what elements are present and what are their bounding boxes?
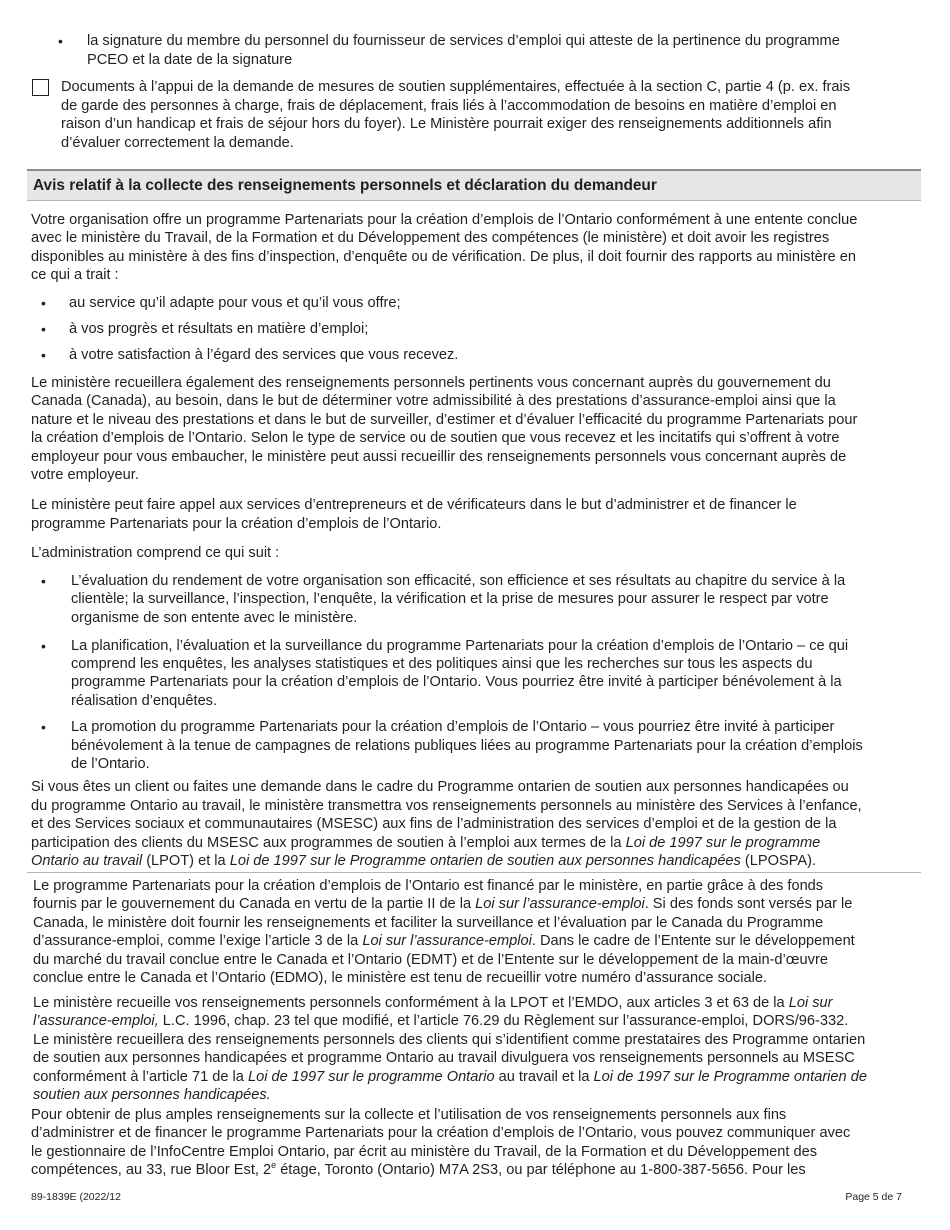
checkbox-label-line: Documents à l’appui de la demande de mesures de soutien supplémentaires, effectuée à la section C, partie 4 (p. ex. frais xyxy=(61,79,851,95)
law-title: Loi de 1997 sur le Programme ontarien de xyxy=(593,1069,867,1085)
checkbox-label-line: d’évaluer correctement la demande. xyxy=(61,135,294,151)
text-run: (LPOSPA). xyxy=(740,853,817,869)
para6-line xyxy=(33,932,855,951)
para8-line: le gestionnaire de l’InfoCentre Emploi Ontario, par écrit au ministère du Travail, de la Formation et du Développement des xyxy=(31,1144,818,1160)
text-run: (LPOT) et la xyxy=(142,853,230,869)
law-title: Loi de 1997 sur le programme xyxy=(625,835,821,851)
admin-bullet-line: La promotion du programme Partenariats pour la création d’emplois de l’Ontario – vous pourriez être invité à participer xyxy=(71,719,835,735)
superscript: e xyxy=(271,1160,277,1171)
intro-line: ce qui a trait : xyxy=(31,267,119,283)
para6-line: Canada, le ministère doit fournir les renseignements et faciliter la surveillance et l’évaluation par le Canada du Programme xyxy=(33,915,824,931)
para6-line xyxy=(33,895,852,914)
intro-bullet: à vos progrès et résultats en matière d’emploi; xyxy=(69,321,369,337)
law-title: Loi de 1997 sur le programme Ontario xyxy=(247,1069,495,1085)
para6-line: du marché du travail conclue entre le Canada et l’Ontario (EDMT) et de l’Entente sur le développement de la main-d’œuvre xyxy=(33,952,828,968)
bullet-dot: • xyxy=(41,573,46,589)
text-run: au travail et la xyxy=(494,1069,594,1085)
para8-line: d’administrer et de financer le programme Partenariats pour la création d’emplois de l’Ontario, vous pouvez communiquer avec xyxy=(31,1125,851,1141)
admin-bullet-line: L’évaluation du rendement de votre organisation son efficacité, son efficience et ses résultats au chapitre du service à la xyxy=(71,573,846,589)
admin-bullet-line: comprend les enquêtes, les analyses statistiques et des politiques ainsi que les recherches sur tous les aspects du xyxy=(71,656,813,672)
para3-line: programme Partenariats pour la création d’emplois de l’Ontario. xyxy=(31,516,442,532)
admin-bullet-line: de l’Ontario. xyxy=(71,756,150,772)
admin-bullet-line: organisme de son entente avec le ministère. xyxy=(71,610,358,626)
para2-line: nature et le niveau des prestations et dans le but de surveiller, d’estimer et d’évaluer l’efficacité du programme Partenariats pour xyxy=(31,412,858,428)
para4: L’administration comprend ce qui suit : xyxy=(31,545,280,561)
para6-line: Le programme Partenariats pour la création d’emplois de l’Ontario est financé par le ministère, en partie grâce à des fonds xyxy=(33,878,824,894)
para5-line xyxy=(31,852,816,871)
text-run: . Si des fonds sont versés par le xyxy=(644,896,853,912)
para2-line: votre employeur. xyxy=(31,467,139,483)
checkbox-label-line: de garde des personnes à charge, frais de déplacement, frais liés à l’accommodation de besoins en matière d’emploi en xyxy=(61,98,837,114)
para5-line: et des Services sociaux et communautaires (MSESC) aux fins de l’administration des services d’emploi et de la gestion de la xyxy=(31,816,837,832)
para7-line xyxy=(33,1068,867,1087)
para7-line: de soutien aux personnes handicapées et programme Ontario au travail divulguera vos renseignements personnels au MSESC xyxy=(33,1050,855,1066)
form-number: 89-1839E (2022/12 xyxy=(31,1191,121,1203)
intro-line: avec le ministère du Travail, de la Formation et du Développement des compétences (le ministère) et doit avoir les registres xyxy=(31,230,830,246)
bullet-dot: • xyxy=(41,347,46,363)
text-run: participation des clients du MSESC aux programmes de soutien à l’emploi aux termes de la xyxy=(31,835,626,851)
para5-line xyxy=(31,834,820,853)
bullet-dot: • xyxy=(41,719,46,735)
para2-line: employeur pour vous embaucher, le ministère peut aussi recueillir des renseignements personnels vous concernant auprès de xyxy=(31,449,847,465)
top-bullet-line: la signature du membre du personnel du fournisseur de services d’emploi qui atteste de la pertinence du programme xyxy=(87,33,840,49)
admin-bullet-line: programme Partenariats pour la création d’emplois de l’Ontario. Vous pourriez être invité à participer bénévolement à la xyxy=(71,674,842,690)
text-run: d’assurance-emploi, comme l’exige l’article 3 de la xyxy=(33,933,363,949)
bullet-dot: • xyxy=(41,295,46,311)
para2-line: la création d’emplois de l’Ontario. Selon le type de service ou de soutien que vous recevez et les incitatifs qui s’offrent à votre xyxy=(31,430,840,446)
admin-bullet-line: bénévolement à la tenue de campagnes de relations publiques liées au programme Partenariats pour la création d’emplois xyxy=(71,738,863,754)
text-run: conformément à l’article 71 de la xyxy=(33,1069,248,1085)
para5-line: du programme Ontario au travail, le ministère transmettra vos renseignements personnels au ministère des Services à l’enfance, xyxy=(31,798,862,814)
text-run: étage, Toronto (Ontario) M7A 2S3, ou par téléphone au 1-800-387-5656. Pour les xyxy=(276,1162,806,1178)
para7-line xyxy=(33,1012,848,1031)
top-bullet-line: PCEO et la date de la signature xyxy=(87,52,293,68)
law-title: Loi sur l’assurance-emploi xyxy=(475,896,645,912)
admin-bullet-line: réalisation d’enquêtes. xyxy=(71,693,218,709)
checkbox-label-line: raison d’un handicap et frais de séjour hors du foyer). Le Ministère pourrait exiger des renseignements additionnels afin xyxy=(61,116,832,132)
law-title: Loi sur xyxy=(788,995,833,1011)
supporting-documents-checkbox[interactable] xyxy=(32,79,49,96)
para7-line xyxy=(33,1086,271,1105)
para2-line: Le ministère recueillera également des renseignements personnels pertinents vous concernant auprès du gouvernement du xyxy=(31,375,831,391)
text-run: L.C. 1996, chap. 23 tel que modifié, et l’article 76.29 du Règlement sur l’assurance-emploi, DORS/96-332. xyxy=(158,1013,849,1029)
para5-line: Si vous êtes un client ou faites une demande dans le cadre du Programme ontarien de soutien aux personnes handicapées ou xyxy=(31,779,849,795)
intro-bullet: au service qu’il adapte pour vous et qu’il vous offre; xyxy=(69,295,401,311)
para6-line: conclue entre le Canada et l’Ontario (EDMO), le ministère est tenu de recueillir votre numéro d’assurance sociale. xyxy=(33,970,768,986)
text-run: Le ministère recueille vos renseignements personnels conformément à la LPOT et l’EMDO, aux articles 3 et 63 de la xyxy=(33,995,789,1011)
para8-line xyxy=(31,1161,806,1180)
law-title: l’assurance-emploi, xyxy=(33,1013,159,1029)
section-title: Avis relatif à la collecte des renseignements personnels et déclaration du demandeur xyxy=(33,177,657,194)
law-title: Loi de 1997 sur le Programme ontarien de soutien aux personnes handicapées xyxy=(229,853,741,869)
bullet-dot: • xyxy=(58,33,63,49)
law-title: Ontario au travail xyxy=(31,853,143,869)
para2-line: Canada (Canada), au besoin, dans le but de déterminer votre admissibilité à des prestations d’assurance-emploi ainsi que la xyxy=(31,393,836,409)
intro-line: disponibles au ministère à des fins d’inspection, d’enquête ou de vérification. De plus, il doit fournir des rapports au ministère en xyxy=(31,249,857,265)
para3-line: Le ministère peut faire appel aux services d’entrepreneurs et de vérificateurs dans le but d’administrer et de financer le xyxy=(31,497,797,513)
law-title: Loi sur l’assurance-emploi xyxy=(362,933,532,949)
admin-bullet-line: La planification, l’évaluation et la surveillance du programme Partenariats pour la création d’emplois de l’Ontario – ce qui xyxy=(71,638,849,654)
para7-line xyxy=(33,994,833,1013)
divider xyxy=(27,872,921,873)
admin-bullet-line: clientèle; la surveillance, l’inspection, l’enquête, la vérification et la prise de mesures pour assurer le respect par votre xyxy=(71,591,829,607)
bullet-dot: • xyxy=(41,321,46,337)
text-run: . Dans le cadre de l’Entente sur le développement xyxy=(531,933,855,949)
page-number: Page 5 de 7 xyxy=(845,1191,902,1203)
bullet-dot: • xyxy=(41,638,46,654)
law-title: soutien aux personnes handicapées. xyxy=(33,1087,271,1103)
intro-line: Votre organisation offre un programme Partenariats pour la création d’emplois de l’Ontario conformément à une entente conclue xyxy=(31,212,858,228)
para7-line: Le ministère recueillera des renseignements personnels des clients qui s’identifient comme prestataires des Programme ontarien xyxy=(33,1032,866,1048)
intro-bullet: à votre satisfaction à l’égard des services que vous recevez. xyxy=(69,347,459,363)
para8-line: Pour obtenir de plus amples renseignements sur la collecte et l’utilisation de vos renseignements personnels aux fins xyxy=(31,1107,787,1123)
text-run: fournis par le gouvernement du Canada en vertu de la partie II de la xyxy=(33,896,476,912)
section-header xyxy=(27,169,921,201)
text-run: compétences, au 33, rue Bloor Est, 2 xyxy=(31,1162,272,1178)
